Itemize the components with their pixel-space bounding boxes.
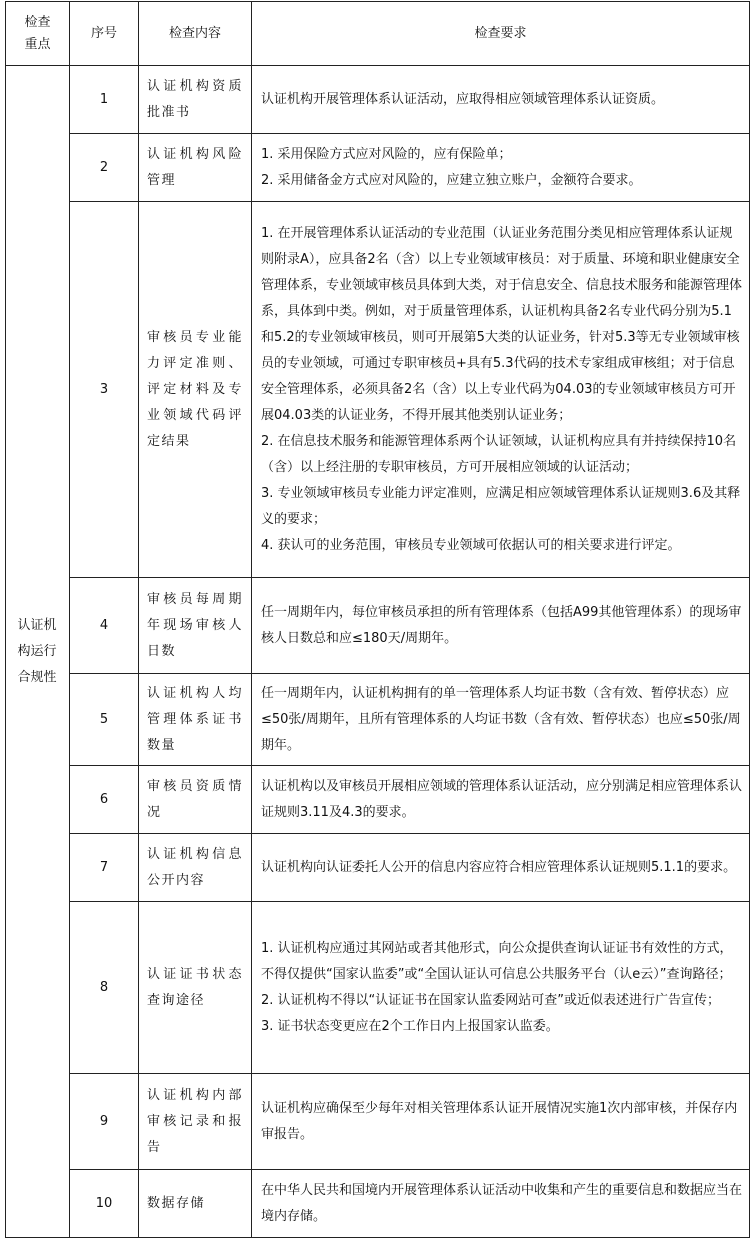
table-row xyxy=(6,134,750,202)
row-number: 10 xyxy=(70,1170,139,1238)
requirement-paragraph: 3. 专业领域审核员专业能力评定准则，应满足相应领域管理体系认证规则3.6及其释义的要求； xyxy=(261,485,741,527)
table-body xyxy=(6,66,750,1238)
check-requirement xyxy=(252,202,750,578)
check-item: 认证机构内部审核记录和报告 xyxy=(139,1074,252,1170)
header-focus xyxy=(6,2,70,66)
check-requirement xyxy=(252,134,750,202)
row-number: 8 xyxy=(70,902,139,1074)
check-item: 认证机构信息公开内容 xyxy=(139,834,252,902)
check-item: 审核员专业能力评定准则、评定材料及专业领域代码评定结果 xyxy=(139,202,252,578)
header-row xyxy=(6,2,750,66)
table-row xyxy=(6,66,750,134)
header-req: 检查要求 xyxy=(252,2,750,66)
header-item: 检查内容 xyxy=(139,2,252,66)
table-row xyxy=(6,1074,750,1170)
table-row xyxy=(6,1170,750,1238)
requirement-paragraph: 认证机构开展管理体系认证活动，应取得相应领域管理体系认证资质。 xyxy=(261,91,665,107)
requirement-paragraph: 2. 采用储备金方式应对风险的，应建立独立账户，金额符合要求。 xyxy=(261,172,642,188)
requirement-paragraph: 3. 证书状态变更应在2个工作日内上报国家认监委。 xyxy=(261,1018,559,1034)
table-row xyxy=(6,674,750,766)
check-requirement xyxy=(252,578,750,674)
header-num: 序号 xyxy=(70,2,139,66)
inspection-table xyxy=(5,1,750,1238)
table-row xyxy=(6,202,750,578)
requirement-paragraph: 认证机构应确保至少每年对相关管理体系认证开展情况实施1次内部审核，并保存内审报告。 xyxy=(261,1100,738,1142)
row-number: 5 xyxy=(70,674,139,766)
check-requirement xyxy=(252,834,750,902)
requirement-paragraph: 认证机构以及审核员开展相应领域的管理体系认证活动，应分别满足相应管理体系认证规则3.11及4.3的要求。 xyxy=(261,778,743,820)
row-number: 7 xyxy=(70,834,139,902)
check-item: 认证证书状态查询途径 xyxy=(139,902,252,1074)
requirement-paragraph: 4. 获认可的业务范围，审核员专业领域可依据认可的相关要求进行评定。 xyxy=(261,537,681,553)
check-item: 审核员每周期年现场审核人日数 xyxy=(139,578,252,674)
check-item: 数据存储 xyxy=(139,1170,252,1238)
row-number: 6 xyxy=(70,766,139,834)
check-item: 认证机构资质批准书 xyxy=(139,66,252,134)
requirement-paragraph: 2. 在信息技术服务和能源管理体系两个认证领域，认证机构应具有并持续保持10名（含）以上经注册的专职审核员，方可开展相应领域的认证活动； xyxy=(261,433,737,475)
row-number: 9 xyxy=(70,1074,139,1170)
check-requirement xyxy=(252,674,750,766)
focus-group-cell xyxy=(6,66,70,1238)
requirement-paragraph: 2. 认证机构不得以“认证证书在国家认监委网站可查”或近似表述进行广告宣传； xyxy=(261,992,721,1008)
check-item: 审核员资质情况 xyxy=(139,766,252,834)
requirement-paragraph: 在中华人民共和国境内开展管理体系认证活动中收集和产生的重要信息和数据应当在境内存储。 xyxy=(261,1182,743,1224)
check-requirement xyxy=(252,902,750,1074)
requirement-paragraph: 1. 在开展管理体系认证活动的专业范围（认证业务范围分类见相应管理体系认证规则附录A），应具备2名（含）以上专业领域审核员：对于质量、环境和职业健康安全管理体系，专业领域审核员具体到大类，对于信息安全、信息技术服务和能源管理体系，具体到中类。例如，对于质量管理体系，认证机构具备2名专业代码分别为5.1和5.2的专业领域审核员，则可开展第5大类的认证业务，针对5.3等无专业领域审核员的专业领域，可通过专职审核员+具有5.3代码的技术专家组成审核组；对于信息安全管理体系，必须具备2名（含）以上专业代码为04.03的专业领域审核员方可开展04.03类的认证业务，不得开展其他类别认证业务； xyxy=(261,225,743,423)
focus-group-label: 认证机 构运行 合规性 xyxy=(17,617,57,685)
table-row xyxy=(6,902,750,1074)
check-requirement xyxy=(252,1074,750,1170)
header-focus-text: 检查 重点 xyxy=(24,14,51,52)
row-number: 2 xyxy=(70,134,139,202)
table-row xyxy=(6,834,750,902)
requirement-paragraph: 认证机构向认证委托人公开的信息内容应符合相应管理体系认证规则5.1.1的要求。 xyxy=(261,859,737,875)
check-item: 认证机构人均管理体系证书数量 xyxy=(139,674,252,766)
check-requirement xyxy=(252,1170,750,1238)
row-number: 4 xyxy=(70,578,139,674)
requirement-paragraph: 任一周期年内，认证机构拥有的单一管理体系人均证书数（含有效、暂停状态）应≤50张/周期年，且所有管理体系的人均证书数（含有效、暂停状态）也应≤50张/周期年。 xyxy=(261,685,741,753)
check-item: 认证机构风险管理 xyxy=(139,134,252,202)
row-number: 1 xyxy=(70,66,139,134)
row-number: 3 xyxy=(70,202,139,578)
requirement-paragraph: 任一周期年内，每位审核员承担的所有管理体系（包括A99其他管理体系）的现场审核人日数总和应≤180天/周期年。 xyxy=(261,604,742,646)
requirement-paragraph: 1. 认证机构应通过其网站或者其他形式，向公众提供查询认证证书有效性的方式，不得仅提供“国家认监委”或“全国认证认可信息公共服务平台（认e云）”查询路径； xyxy=(261,940,733,982)
check-requirement xyxy=(252,766,750,834)
table-row xyxy=(6,578,750,674)
table-row xyxy=(6,766,750,834)
requirement-paragraph: 1. 采用保险方式应对风险的，应有保险单； xyxy=(261,146,512,162)
check-requirement xyxy=(252,66,750,134)
